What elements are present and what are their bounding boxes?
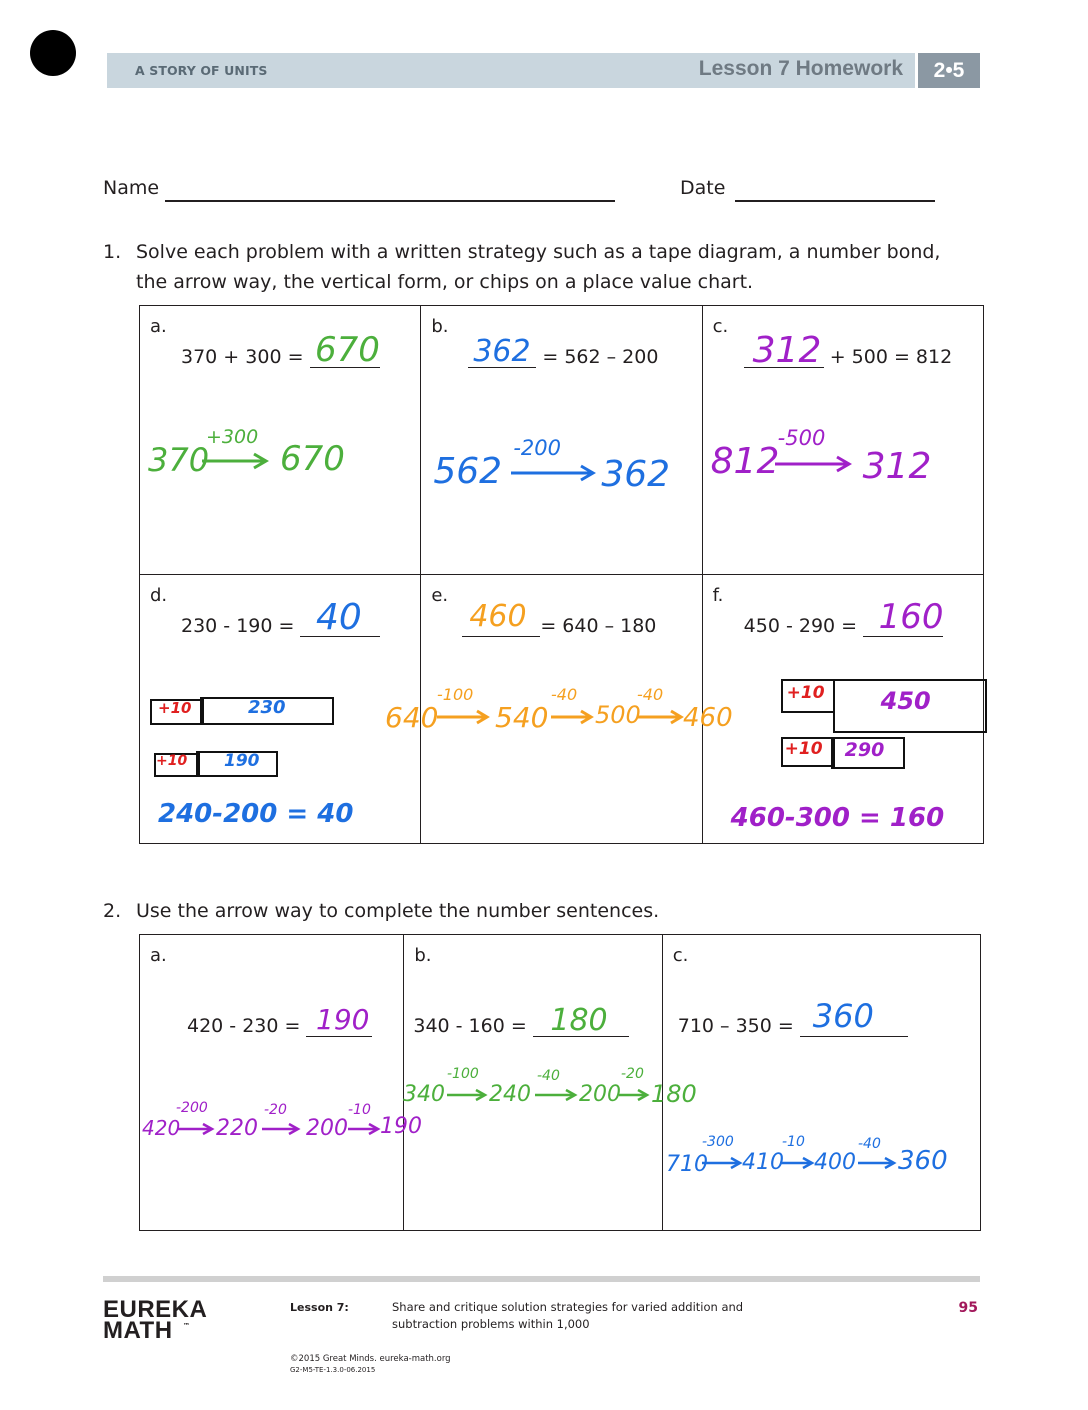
q2b-s1: -100 [447,1066,479,1082]
series-title: A STORY OF UNITS [135,63,268,78]
q1-cell-c[interactable] [702,306,983,575]
q2a-n1: 220 [216,1116,258,1141]
q2c-s3: -40 [858,1136,881,1152]
q2c-n2: 400 [814,1150,856,1175]
q2b-n0: 340 [403,1082,445,1107]
q2-cell-a[interactable] [140,935,404,1231]
footer-lesson-description [392,1299,772,1333]
footer-desc-line2: subtraction problems within 1,000 [392,1317,590,1331]
q2c-letter: c. [672,945,689,966]
q2b-arrow-work [403,1066,697,1116]
name-label: Name [103,177,160,199]
q1f-val1: 450 [880,687,931,715]
q1e-answer: 460 [469,599,527,634]
page-number: 95 [958,1300,978,1316]
q2a-n0: 420 [142,1116,181,1140]
q1c-eq-text: + 500 = 812 [823,346,953,368]
q2c-arrow-icon-1 [700,1156,744,1170]
q1d-eq-text: 230 - 190 = [181,615,301,637]
q1a-work-start: 370 [148,441,210,479]
q1c-work-start: 812 [710,441,780,482]
q1c-answer: 312 [752,330,822,371]
q1e-arrow-work [385,683,735,743]
q2-number: 2. [103,900,122,922]
q1b-work-end: 362 [601,454,671,495]
footer-desc-line1: Share and critique solution strategies for varied addition and [392,1300,744,1314]
q1e-arrow-icon-3 [635,709,685,725]
q1-cell-f[interactable] [702,575,983,844]
q1f-val2: 290 [844,739,885,761]
q2b-answer: 180 [550,1003,608,1038]
q1f-adj2: +10 [784,739,823,759]
q1d-val2: 190 [224,751,260,771]
q1f-letter: f. [712,585,724,606]
q1a-letter: a. [150,316,167,337]
q2a-arrow-icon-3 [346,1122,382,1136]
q2b-n1: 240 [489,1082,531,1107]
q1e-eq-text: = 640 – 180 [540,615,657,637]
q2c-s1: -300 [702,1134,734,1150]
q1d-result: 240-200 = 40 [158,799,354,829]
q1-instructions-line1: Solve each problem with a written strategy such as a tape diagram, a number bond, [136,241,941,263]
q2a-n3: 190 [380,1114,422,1139]
q1f-answer: 160 [878,597,944,637]
q2b-n2: 200 [579,1082,621,1107]
q2b-s3: -20 [621,1066,644,1082]
q1a-eq-text: 370 + 300 = [181,346,310,368]
document-code: G2-M5-TE-1.3.0-06.2015 [290,1366,376,1374]
eureka-logo-line2: MATH [103,1317,173,1344]
date-field[interactable] [735,200,935,202]
q2a-s3: -10 [348,1102,371,1118]
q2-cell-c[interactable] [662,935,980,1231]
q2b-arrow-icon-1 [445,1088,489,1102]
name-field[interactable] [165,200,615,202]
q1f-result: 460-300 = 160 [730,803,945,833]
q2a-letter: a. [150,945,167,966]
footer-lesson-label: Lesson 7: [290,1301,349,1314]
eureka-logo-line1: EUREKA [103,1296,208,1323]
q1f-eq-text: 450 - 290 = [743,615,864,637]
q2a-arrow-icon-1 [176,1122,216,1136]
q2a-answer: 190 [316,1003,370,1036]
q1c-arrow-icon [773,454,855,474]
q1-cell-a[interactable] [140,306,421,575]
logo-trademark: ™ [183,1322,190,1330]
q2c-eq-text: 710 – 350 = [677,1015,800,1037]
lesson-title: Lesson 7 Homework [698,57,903,80]
q1c-work-step: -500 [777,426,826,450]
q2c-answer: 360 [812,997,874,1035]
q2c-arrow-icon-2 [778,1156,816,1170]
q1-cell-d[interactable] [140,575,421,844]
q1b-letter: b. [431,316,449,337]
grade-module-badge: 2•5 [918,53,980,88]
q1-instructions-line2: the arrow way, the vertical form, or chips on a place value chart. [136,271,754,293]
q2b-eq-text: 340 - 160 = [413,1015,533,1037]
q1-problem-grid [139,305,984,844]
q1-instructions [136,237,1016,297]
date-label: Date [680,177,726,199]
q2a-eq-text: 420 - 230 = [187,1015,307,1037]
q1b-arrow-icon [509,463,599,483]
q1b-work-step: -200 [513,436,561,460]
q1e-arrow-icon-2 [549,709,595,725]
q2-instructions: Use the arrow way to complete the number sentences. [136,900,660,922]
q1e-n0: 640 [385,701,439,734]
q1c-work-end: 312 [862,446,932,487]
q1a-arrow-icon [200,451,272,471]
q2b-arrow-icon-3 [617,1088,651,1102]
q1a-work-step: +300 [206,426,259,448]
q2c-arrow-work [666,1134,966,1184]
q2c-n0: 710 [666,1152,708,1177]
q1-cell-b[interactable] [421,306,702,575]
q1b-work-start: 562 [433,451,503,492]
q1e-s2: -40 [551,685,578,704]
q1e-s1: -100 [437,685,474,704]
q2a-s1: -200 [176,1100,208,1116]
q1a-work-end: 670 [280,439,345,479]
q1e-arrow-icon-1 [435,709,491,725]
q2a-n2: 200 [306,1116,348,1141]
q1d-letter: d. [150,585,168,606]
q1f-adj1: +10 [786,683,825,703]
q2a-arrow-icon-2 [260,1122,302,1136]
q1c-letter: c. [712,316,729,337]
q1e-n3: 460 [683,703,733,733]
q1d-val1: 230 [248,697,286,718]
q2c-n3: 360 [898,1146,948,1176]
q1e-letter: e. [431,585,449,606]
q2b-s2: -40 [537,1068,560,1084]
q2b-arrow-icon-2 [533,1088,579,1102]
footer-divider [103,1276,980,1282]
q2b-n3: 180 [651,1080,697,1108]
q1e-n1: 540 [495,701,549,734]
q2c-n1: 410 [742,1150,784,1175]
hole-punch-dot [30,30,76,76]
q2a-s2: -20 [264,1102,287,1118]
q1d-adj2: +10 [156,753,188,769]
q1e-s3: -40 [637,685,664,704]
q1-number: 1. [103,241,122,263]
q2b-letter: b. [414,945,432,966]
q1d-answer: 40 [316,597,362,638]
q1a-answer: 670 [315,330,380,370]
q2c-s2: -10 [782,1134,805,1150]
q2a-arrow-work [142,1100,422,1150]
copyright: ©2015 Great Minds. eureka-math.org [290,1354,451,1364]
q1e-n2: 500 [595,701,641,729]
q1b-answer: 362 [473,334,531,369]
q1b-eq-text: = 562 – 200 [536,346,659,368]
q2c-arrow-icon-3 [856,1156,898,1170]
q1d-adj1: +10 [158,699,192,717]
